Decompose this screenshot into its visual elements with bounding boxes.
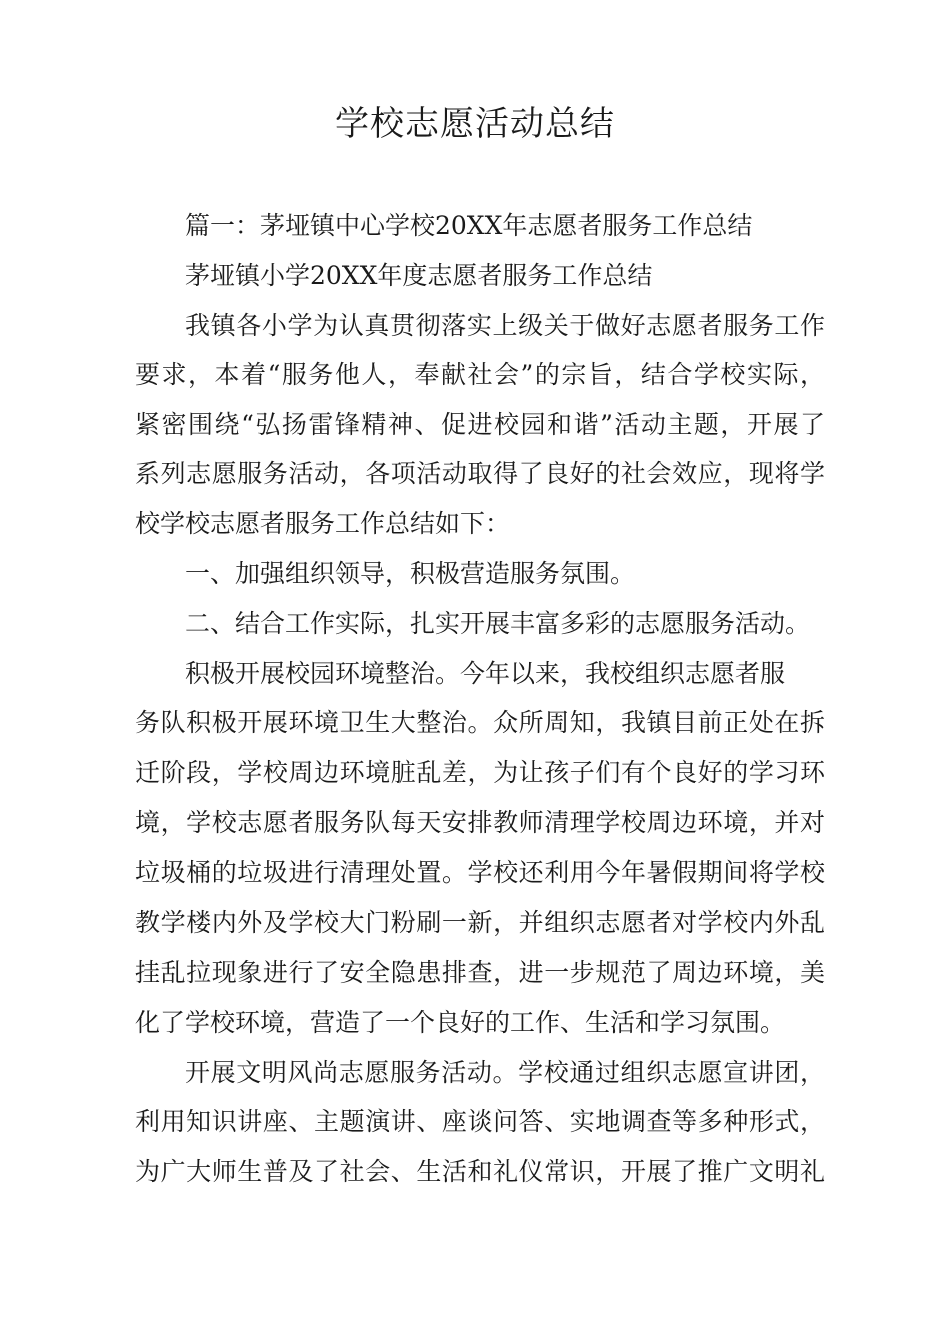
section-heading: 一、加强组织领导，积极营造服务氛围。 (185, 559, 636, 588)
paragraph-line: 开展文明风尚志愿服务活动。学校通过组织志愿宣讲团， (185, 1058, 825, 1087)
paragraph-line: 紧密围绕“弘扬雷锋精神、促进校园和谐”活动主题，开展了 (135, 410, 825, 439)
paragraph-line: 教学楼内外及学校大门粉刷一新，并组织志愿者对学校内外乱 (135, 908, 825, 937)
document-title: 学校志愿活动总结 (335, 104, 615, 144)
paragraph-line: 垃圾桶的垃圾进行清理处置。学校还利用今年暑假期间将学校 (135, 858, 825, 887)
paragraph-line: 挂乱拉现象进行了安全隐患排查，进一步规范了周边环境，美 (135, 958, 825, 987)
paragraph-line: 系列志愿服务活动，各项活动取得了良好的社会效应，现将学 (135, 459, 825, 488)
paragraph-line: 要求，本着“服务他人，奉献社会”的宗旨，结合学校实际， (135, 360, 825, 389)
section-heading: 二、结合工作实际，扎实开展丰富多彩的志愿服务活动。 (185, 609, 811, 638)
subtitle-line: 茅垭镇小学20XX年度志愿者服务工作总结 (185, 261, 653, 290)
paragraph-line: 务队积极开展环境卫生大整治。众所周知，我镇目前正处在拆 (135, 708, 825, 737)
paragraph-line: 我镇各小学为认真贯彻落实上级关于做好志愿者服务工作 (185, 311, 825, 340)
paragraph-line: 为广大师生普及了社会、生活和礼仪常识，开展了推广文明礼 (135, 1157, 825, 1186)
paragraph-line: 境，学校志愿者服务队每天安排教师清理学校周边环境，并对 (135, 808, 825, 837)
paragraph-line: 化了学校环境，营造了一个良好的工作、生活和学习氛围。 (135, 1008, 786, 1037)
paragraph-line: 利用知识讲座、主题演讲、座谈问答、实地调查等多种形式， (135, 1107, 825, 1136)
paragraph-line: 积极开展校园环境整治。今年以来，我校组织志愿者服 (185, 659, 786, 688)
paragraph-line: 校学校志愿者服务工作总结如下： (135, 509, 511, 538)
section-heading: 篇一：茅垭镇中心学校20XX年志愿者服务工作总结 (185, 211, 753, 240)
paragraph-line: 迁阶段，学校周边环境脏乱差，为让孩子们有个良好的学习环 (135, 758, 825, 787)
